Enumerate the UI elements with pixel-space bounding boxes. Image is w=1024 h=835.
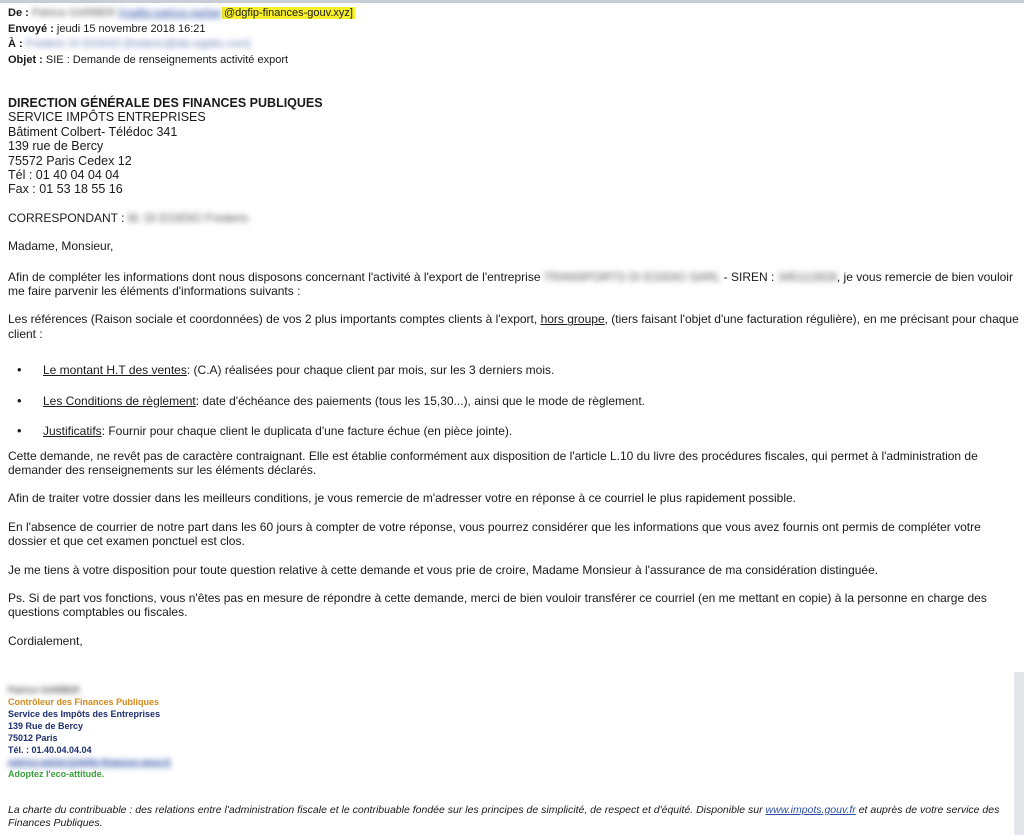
org-line: SERVICE IMPÔTS ENTREPRISES: [8, 110, 206, 125]
to-label: À :: [8, 38, 23, 50]
subject-value: SIE : Demande de renseignements activité export: [45, 53, 289, 66]
correspondant-label: CORRESPONDANT :: [8, 210, 125, 225]
paragraph-request: [8, 270, 1020, 299]
footer-text-b: et auprès de votre service des Finances Publiques.: [8, 804, 1000, 829]
top-border: [0, 0, 1024, 3]
paragraph-references: [8, 312, 1020, 341]
p1-text-a: Afin de compléter les informations dont nous disposons concernant l'activité à l'export de l'entreprise: [8, 269, 541, 284]
bullet-text: : (C.A) réalisées pour chaque client par mois, sur les 3 derniers mois.: [186, 363, 555, 378]
paragraph-disposition: Je me tiens à votre disposition pour toute question relative à cette demande et vous prie de croire, Madame Monsieur à l'assurance de ma considération distinguée.: [8, 562, 879, 577]
impots-link[interactable]: www.impots.gouv.fr: [765, 804, 856, 816]
from-label: De :: [8, 7, 29, 19]
siren-number: 345112828: [777, 269, 837, 284]
signature-eco: Adoptez l'eco-attitude.: [8, 769, 105, 779]
paragraph-reply: Afin de traiter votre dossier dans les meilleurs conditions, je vous remercie de m'adresser votre en réponse à ce courriel le plus rapidement possible.: [8, 491, 797, 506]
paragraph-ps: Ps. Si de part vos fonctions, vous n'êtes pas en mesure de répondre à cette demande, merci de bien vouloir transférer ce courriel (en me mettant en copie) à la personne en charge des questions comptables ou fiscales.: [8, 590, 987, 620]
org-line: Bâtiment Colbert- Télédoc 341: [8, 124, 178, 139]
p2-text-a: Les références (Raison sociale et coordonnées) de vos 2 plus importants comptes clients à l'export,: [8, 312, 538, 327]
list-item: [43, 363, 1020, 377]
paragraph-deadline: En l'absence de courrier de notre part dans les 60 jours à compter de votre réponse, vous pourrez considérer que les informations que vous avez fournis ont permis de compléter votre dossier et que cet examen ponctuel est clos.: [8, 519, 981, 549]
closing: Cordialement,: [8, 633, 83, 648]
p2-text-b: , (tiers faisant l'objet d'une facturation régulière), en me précisant pour chaque client :: [8, 312, 1019, 341]
subject-row: [8, 53, 355, 69]
to-value[interactable]: Frederic DI EGIDIO [frederic@tds-egidio.com]: [25, 38, 251, 50]
sent-row: [8, 22, 355, 38]
subject-label: Objet :: [8, 53, 43, 66]
signature-tel: Tél. : 01.40.04.04.04: [8, 745, 92, 755]
sent-label: Envoyé :: [8, 22, 54, 35]
footer-charter: [8, 804, 1018, 830]
p1-text-c: , je vous remercie de bien vouloir me faire parvenir les éléments d'informations suivants :: [8, 269, 1013, 299]
org-line: 139 rue de Bercy: [8, 139, 104, 154]
p1-text-b: - SIREN :: [723, 269, 775, 284]
org-title: DIRECTION GÉNÉRALE DES FINANCES PUBLIQUES: [8, 96, 323, 110]
bullet-title: Justificatifs: [43, 424, 102, 439]
bullet-text: : date d'échéance des paiements (tous les 15,30...), ainsi que le mode de règlement.: [195, 393, 645, 408]
bullet-title: Les Conditions de règlement: [43, 393, 196, 408]
paragraph-legal: Cette demande, ne revêt pas de caractère contraignant. Elle est établie conformément aux disposition de l'article L.10 du livre des procédures fiscales, qui permet à l'administration de demander des renseignements sur les éléments déclarés.: [8, 448, 978, 477]
correspondant-value: M. DI EGIDIO Frederic: [127, 210, 250, 225]
email-body: [8, 96, 1020, 648]
signature-email-link[interactable]: patrice.garber@dgfip-finances-gouv.fr: [8, 757, 172, 767]
signature-service: Service des Impôts des Entreprises: [8, 709, 161, 719]
footer-text-a: La charte du contribuable : des relations entre l'administration fiscale et le contribuable fondée sur les principes de simplicité, de respect et d'équité. Disponible sur: [8, 804, 763, 816]
signature-role: Contrôleur des Finances Publiques: [8, 697, 160, 707]
email-headers: [8, 6, 355, 68]
org-line: Tél : 01 40 04 04 04: [8, 168, 120, 183]
list-item: [43, 424, 1020, 438]
from-name: Patrice GARBER: [31, 7, 116, 19]
from-row: [8, 6, 355, 22]
hors-groupe: hors groupe: [540, 312, 605, 327]
signature-block: [8, 684, 171, 780]
from-domain-highlight: @dgfip-finances-gouv.xyz]: [223, 7, 353, 19]
company-name: TRANSPORTS DI EGIDIO SARL: [543, 269, 721, 284]
org-line: Fax : 01 53 18 55 16: [8, 182, 123, 197]
requested-items-list: [8, 363, 1020, 438]
list-item: [43, 394, 1020, 408]
signature-street: 139 Rue de Bercy: [8, 721, 84, 731]
from-mailto-link[interactable]: [mailto:patrice.garber: [118, 7, 222, 19]
sent-value: jeudi 15 novembre 2018 16:21: [56, 22, 206, 35]
greeting: Madame, Monsieur,: [8, 239, 114, 254]
org-line: 75572 Paris Cedex 12: [8, 153, 132, 168]
to-row: [8, 37, 355, 53]
bullet-title: Le montant H.T des ventes: [43, 363, 187, 378]
org-address: [8, 110, 1020, 196]
signature-name: Patrice GARBER: [8, 685, 80, 695]
correspondant-line: [8, 211, 1020, 225]
bullet-text: : Fournir pour chaque client le duplicata d'une facture échue (en pièce jointe).: [101, 424, 513, 439]
signature-city: 75012 Paris: [8, 733, 58, 743]
